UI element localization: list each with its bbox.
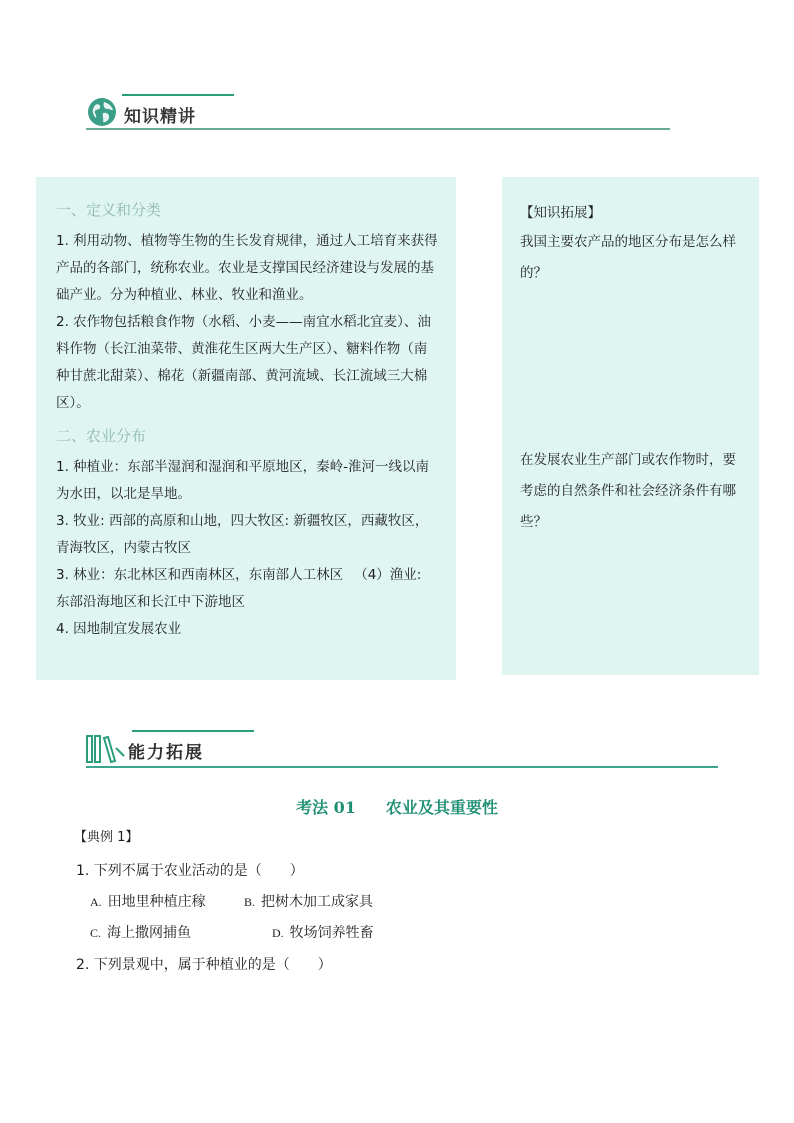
question-1-stem: 1. 下列不属于农业活动的是（ ） <box>76 863 304 879</box>
header-base-line <box>86 128 670 130</box>
globe-icon <box>86 96 118 128</box>
books-icon <box>86 734 126 764</box>
extension-question-1: 我国主要农产品的地区分布是怎么样的？ <box>520 234 736 281</box>
knowledge-paragraph: 2. 农作物包括粮食作物（水稻、小麦——南宜水稻北宜麦）、油料作物（长江油菜带、黄淮花生区两大生产区）、糖料作物（南种甘蔗北甜菜）、棉花（新疆南部、黄河流域、长江流域三大棉区）。 <box>56 314 431 411</box>
section-title-definition: 一、定义和分类 <box>56 201 162 219</box>
header-base-line <box>86 766 718 768</box>
option-d: D. 牧场饲养牲畜 <box>272 925 374 941</box>
knowledge-paragraph: 1. 种植业：东部半湿润和湿润和平原地区，秦岭-淮河一线以南为水田，以北是旱地。 <box>56 459 430 502</box>
knowledge-paragraph: 4. 因地制宜发展农业 <box>56 621 182 637</box>
method-heading <box>0 795 794 818</box>
option-c: C. 海上撒网捕鱼 <box>90 925 192 941</box>
ability-section-header <box>86 730 720 772</box>
knowledge-header-title: 知识精讲 <box>124 107 196 127</box>
extension-box <box>502 177 759 675</box>
header-top-line <box>132 730 254 732</box>
option-a: A. 田地里种植庄稼 <box>90 894 206 910</box>
knowledge-paragraph: 3. 牧业: 西部的高原和山地，四大牧区: 新疆牧区，西藏牧区，青海牧区，内蒙古牧区 <box>56 513 429 556</box>
extension-question-2: 在发展农业生产部门或农作物时，要考虑的自然条件和社会经济条件有哪些？ <box>520 452 736 530</box>
method-title: 农业及其重要性 <box>385 798 498 817</box>
example-label: 【典例 1】 <box>74 830 139 845</box>
knowledge-section-header <box>86 94 672 134</box>
section-title-distribution: 二、农业分布 <box>56 427 147 445</box>
knowledge-paragraph: 3. 林业：东北林区和西南林区，东南部人工林区 （4）渔业: 东部沿海地区和长江中下游地区 <box>56 567 422 610</box>
option-b: B. 把树木加工成家具 <box>244 894 374 910</box>
header-top-line <box>122 94 234 96</box>
extension-title: 【知识拓展】 <box>520 205 601 221</box>
knowledge-paragraph: 1. 利用动物、植物等生物的生长发育规律，通过人工培育来获得产品的各部门，统称农业。农业是支撑国民经济建设与发展的基础产业。分为种植业、林业、牧业和渔业。 <box>56 233 438 303</box>
method-number: 考法 01 <box>296 798 356 817</box>
question-2-stem: 2. 下列景观中，属于种植业的是（ ） <box>76 957 332 973</box>
ability-header-title: 能力拓展 <box>128 743 204 763</box>
knowledge-box <box>36 177 456 680</box>
